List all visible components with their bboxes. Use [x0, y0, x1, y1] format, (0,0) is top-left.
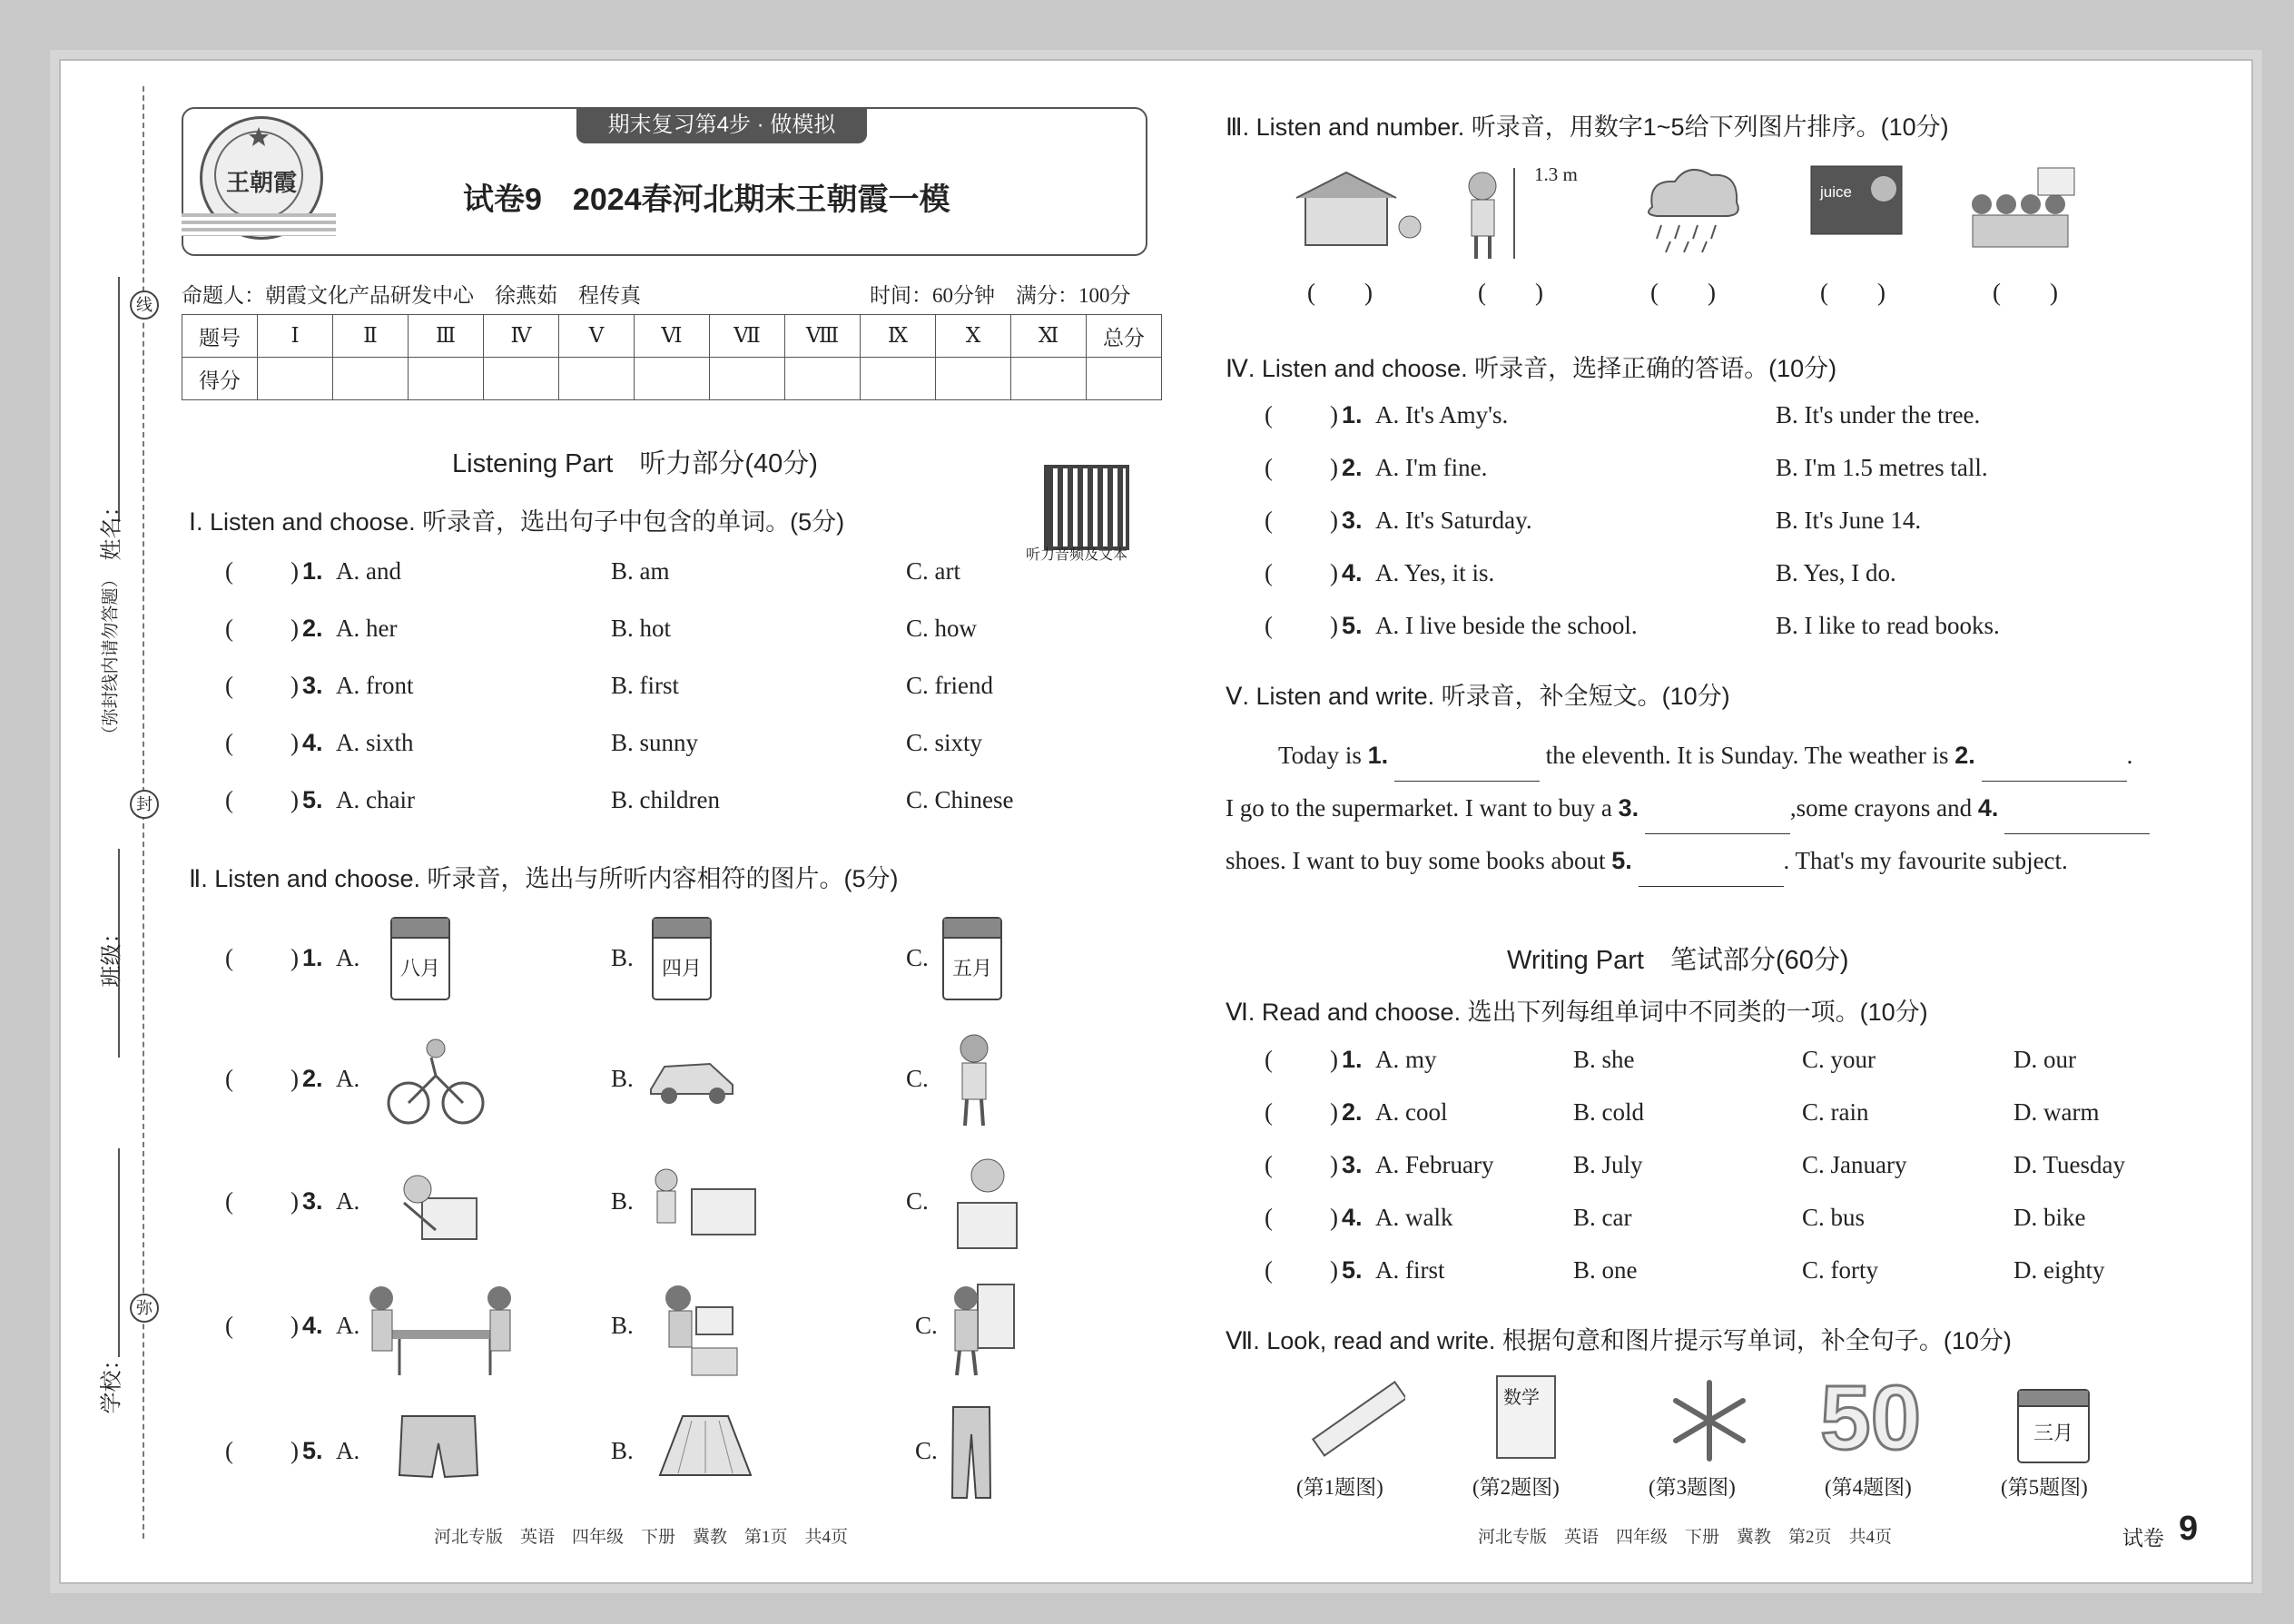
math-label: 数学 [1503, 1388, 1540, 1408]
section-1-title: Ⅰ. Listen and choose. 听录音，选出句子中包含的单词。(5分) [189, 508, 845, 536]
girl-bicycle-icon [386, 1035, 486, 1126]
score-cell[interactable] [936, 358, 1011, 400]
math-book-icon [1496, 1375, 1556, 1459]
footer-left: 河北专版 英语 四年级 下册 冀教 第1页 共4页 [434, 1528, 849, 1547]
skirt-icon [655, 1412, 755, 1484]
school-label: 学校： [99, 1348, 124, 1414]
score-cell[interactable] [861, 358, 936, 400]
score-cell[interactable] [1087, 358, 1162, 400]
ruler-icon [1305, 1380, 1405, 1462]
caption-5: (第5题图) [2001, 1476, 2088, 1499]
section-4-list [1265, 401, 2218, 664]
section-7-title: Ⅶ. Look, read and write. 根据句意和图片提示写单词，补全句子。(10分) [1226, 1327, 2012, 1354]
calendar-icon: 五月 [942, 917, 1002, 1000]
list-item: ( ) 2. A. her B. hot C. how [225, 615, 978, 642]
list-item: ( ) 2. A. I'm fine. B. I'm 1.5 metres tall. [1265, 454, 1988, 481]
list-item: ( ) 3. A. February B. July C. January D. Tuesday [1265, 1151, 2126, 1178]
children-group-icon [1965, 163, 2079, 254]
score-cell[interactable] [710, 358, 785, 400]
score-header: Ⅱ [333, 315, 409, 358]
cat-on-box-icon [944, 1153, 1026, 1253]
blank-3[interactable] [1645, 810, 1790, 834]
score-cell[interactable] [1011, 358, 1087, 400]
section-5-title: Ⅴ. Listen and write. 听录音，补全短文。(10分) [1226, 683, 1730, 710]
list-item: ( ) 1. A. and B. am C. art [225, 557, 960, 585]
score-cell[interactable] [785, 358, 861, 400]
binding-margin [68, 86, 168, 1539]
height-label: 1.3 m [1534, 163, 1578, 185]
seal-feng: 封 [130, 790, 159, 819]
section-1-list [225, 557, 1042, 843]
section-3-title: Ⅲ. Listen and number. 听录音，用数字1~5给下列图片排序。(10分) [1226, 113, 1949, 141]
score-header: Ⅹ [936, 315, 1011, 358]
score-table [182, 314, 1162, 400]
caption-3: (第3题图) [1649, 1476, 1736, 1499]
rain-cloud-icon [1639, 162, 1748, 257]
cat-box-icon [386, 1162, 486, 1253]
painting-boy-icon [946, 1275, 1019, 1380]
score-cell[interactable] [559, 358, 635, 400]
s3-paren-5[interactable]: ( ) [1993, 279, 2058, 306]
number-fifty: 50 [1820, 1367, 1922, 1469]
qr-caption: 听力音频及文本 [1026, 547, 1128, 563]
footer-right: 河北专版 英语 四年级 下册 冀教 第2页 共4页 [1478, 1528, 1893, 1547]
computer-boy-icon [646, 1280, 746, 1380]
box-beside-icon [646, 1162, 764, 1244]
score-header: Ⅶ [710, 315, 785, 358]
listening-part-title: Listening Part 听力部分(40分) [452, 449, 818, 478]
name-label: 姓名： [99, 495, 124, 561]
list-item: ( ) 2. A. cool B. cold C. rain D. warm [1265, 1098, 2100, 1126]
ping-pong-icon [363, 1280, 527, 1380]
logo-text: 王朝霞 [225, 170, 297, 196]
step-tag: 期末复习第4步 · 做模拟 [576, 107, 867, 143]
writing-part-title: Writing Part 笔试部分(60分) [1507, 946, 1849, 975]
seal-xian: 线 [130, 290, 159, 320]
score-header: Ⅺ [1011, 315, 1087, 358]
section-5-passage: Today is 1. the eleventh. It is Sunday. The weather is 2. . I go to the supermarket. I want to buy a 3. ,some crayons and 4. shoes. I want to buy some books about 5. . That's my favourite subject. [1226, 729, 2224, 887]
blank-4[interactable] [2004, 810, 2150, 834]
caption-1: (第1题图) [1296, 1476, 1383, 1499]
teacher-board-icon [1807, 162, 1911, 243]
caption-2: (第2题图) [1472, 1476, 1560, 1499]
list-item: ( ) 3. A. It's Saturday. B. It's June 14. [1265, 507, 1922, 534]
s3-paren-2[interactable]: ( ) [1478, 279, 1543, 306]
list-item: ( ) 5. A. chair B. children C. Chinese [225, 786, 1014, 813]
juice-label: juice [1820, 183, 1852, 201]
trousers-icon [949, 1403, 994, 1502]
list-item: ( ) 1. A. my B. she C. your D. our [1265, 1046, 2076, 1073]
score-cell[interactable] [484, 358, 559, 400]
section-6-list [1265, 1046, 2218, 1309]
calendar-icon: 四月 [652, 917, 712, 1000]
score-cell[interactable] [333, 358, 409, 400]
list-item: ( ) 4. A. walk B. car C. bus D. bike [1265, 1204, 2086, 1231]
score-cell[interactable] [409, 358, 484, 400]
qr-code[interactable] [1044, 465, 1129, 550]
seal-mi: 弥 [130, 1294, 159, 1323]
page-tag: 试卷 [2122, 1526, 2164, 1550]
blank-2[interactable] [1982, 757, 2127, 782]
logo-stripes [182, 213, 336, 236]
boy-standing-icon [942, 1030, 1006, 1130]
score-header: Ⅰ [258, 315, 333, 358]
blank-1[interactable] [1394, 757, 1540, 782]
s3-paren-4[interactable]: ( ) [1820, 279, 1885, 306]
authors: 命题人：朝霞文化产品研发中心 徐燕茹 程传真 [182, 284, 641, 307]
section-6-title: Ⅵ. Read and choose. 选出下列每组单词中不同类的一项。(10分) [1226, 999, 1928, 1026]
score-header: Ⅴ [559, 315, 635, 358]
snowflake-icon [1659, 1375, 1759, 1466]
score-header: 总分 [1087, 315, 1162, 358]
list-item: ( ) 5. A. I live beside the school. B. I like to read books. [1265, 612, 2000, 639]
score-header: 题号 [182, 315, 258, 358]
section-2-list: ( ) 1. A. ( ) 2. A. ( ) 3. A. ( ) 4. A. ( ) 5. A. B. C. B. C. B. C. B. C. B. C. [225, 944, 938, 1464]
shorts-icon [398, 1412, 479, 1484]
caption-4: (第4题图) [1825, 1476, 1912, 1499]
score-cell[interactable] [635, 358, 710, 400]
list-item: ( ) 4. A. Yes, it is. B. Yes, I do. [1265, 559, 1896, 586]
score-header: Ⅲ [409, 315, 484, 358]
car-icon [646, 1053, 737, 1107]
list-item: ( ) 3. A. front B. first C. friend [225, 672, 993, 699]
seal-note: （弥封线内请勿答题） [101, 570, 121, 743]
list-item: ( ) 4. A. sixth B. sunny C. sixty [225, 729, 983, 756]
score-header: Ⅷ [785, 315, 861, 358]
calendar-icon: 三月 [2017, 1389, 2090, 1463]
time-score: 时间：60分钟 满分：100分 [870, 284, 1131, 307]
score-header: Ⅸ [861, 315, 936, 358]
s3-paren-1[interactable]: ( ) [1307, 279, 1373, 306]
height-chart-icon [1460, 163, 1532, 263]
blank-5[interactable] [1639, 862, 1784, 887]
s3-paren-3[interactable]: ( ) [1650, 279, 1716, 306]
section-2-title: Ⅱ. Listen and choose. 听录音，选出与所听内容相符的图片。(5分) [189, 865, 899, 892]
section-4-title: Ⅳ. Listen and choose. 听录音，选择正确的答语。(10分) [1226, 355, 1837, 382]
score-row-label: 得分 [182, 358, 258, 400]
class-label: 班级： [99, 921, 124, 988]
house-scene-icon [1287, 163, 1423, 259]
score-header: Ⅵ [635, 315, 710, 358]
list-item: ( ) 5. A. first B. one C. forty D. eighty [1265, 1256, 2105, 1284]
exam-title: 试卷9 2024春河北期末王朝霞一模 [463, 182, 950, 217]
list-item: ( ) 1. A. It's Amy's. B. It's under the tree. [1265, 401, 1981, 428]
page-number: 9 [2179, 1510, 2199, 1548]
calendar-icon: 八月 [390, 917, 450, 1000]
score-header: Ⅳ [484, 315, 559, 358]
score-cell[interactable] [258, 358, 333, 400]
